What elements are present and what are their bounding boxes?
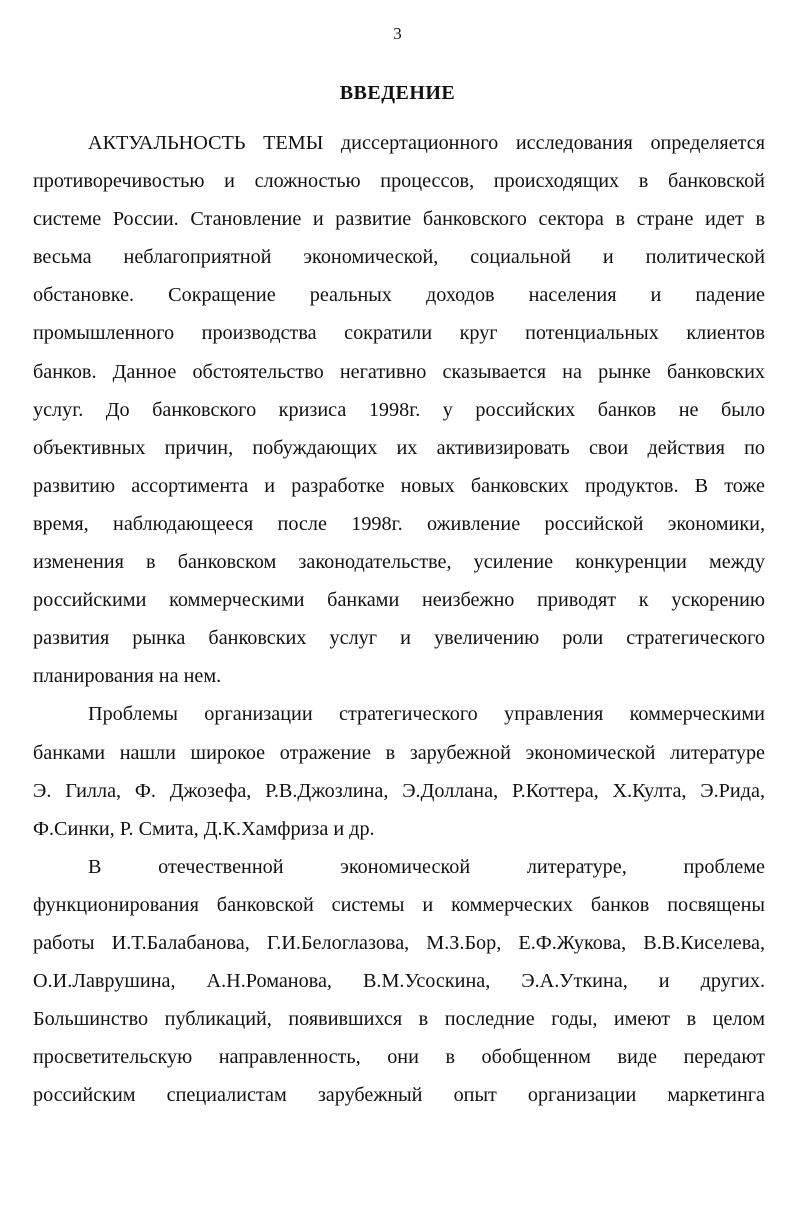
text-line: развитию ассортимента и разработке новых банковских продуктов. В тоже [33,474,765,497]
body-text [33,124,765,1114]
page-title: ВВЕДЕНИЕ [339,82,456,104]
text-line: планирования на нем. [33,665,222,688]
text-line: изменения в банковском законодательстве, усиление конкуренции между [33,551,765,574]
text-line: системе России. Становление и развитие банковского сектора в стране идет в [33,208,765,231]
text-line: Ф.Синки, Р. Смита, Д.К.Хамфриза и др. [33,817,375,840]
text-line: объективных причин, побуждающих их активизировать свои действия по [33,436,765,459]
text-line: обстановке. Сокращение реальных доходов населения и падение [33,284,765,307]
text-line: О.И.Лаврушина, А.Н.Романова, В.М.Усоскина, Э.А.Уткина, и других. [33,970,765,993]
page-number: 3 [393,24,402,43]
text-line: Э. Гилла, Ф. Джозефа, Р.В.Джозлина, Э.Доллана, Р.Коттера, Х.Култа, Э.Рида, [33,779,765,802]
text-line: услуг. До банковского кризиса 1998г. у российских банков не было [33,398,765,421]
text-line: российскими коммерческими банками неизбежно приводят к ускорению [33,589,765,612]
text-line: противоречивостью и сложностью процессов, происходящих в банковской [33,170,765,193]
text-line: работы И.Т.Балабанова, Г.И.Белоглазова, М.З.Бор, Е.Ф.Жукова, В.В.Киселева, [33,931,765,954]
text-line: банков. Данное обстоятельство негативно сказывается на рынке банковских [33,360,765,383]
text-line: АКТУАЛЬНОСТЬ ТЕМЫ диссертационного исследования определяется [88,132,765,154]
text-line: функционирования банковской системы и коммерческих банков посвящены [33,893,765,916]
text-line: Большинство публикаций, появившихся в последние годы, имеют в целом [33,1008,765,1031]
text-line: российским специалистам зарубежный опыт организации маркетинга [33,1084,765,1107]
text-line: банками нашли широкое отражение в зарубежной экономической литературе [33,741,765,764]
text-line: весьма неблагоприятной экономической, социальной и политической [33,246,765,269]
text-line: В отечественной экономической литературе, проблеме [88,855,765,878]
text-line: просветительскую направленность, они в обобщенном виде передают [33,1046,765,1069]
paragraph [33,124,765,695]
text-line: Проблемы организации стратегического управления коммерческими [88,703,765,726]
text-line: промышленного производства сократили круг потенциальных клиентов [33,322,765,345]
paragraph [33,695,765,847]
paragraph [33,848,765,1115]
text-line: развития рынка банковских услуг и увеличению роли стратегического [33,627,765,650]
text-line: время, наблюдающееся после 1998г. оживление российской экономики, [33,512,765,535]
